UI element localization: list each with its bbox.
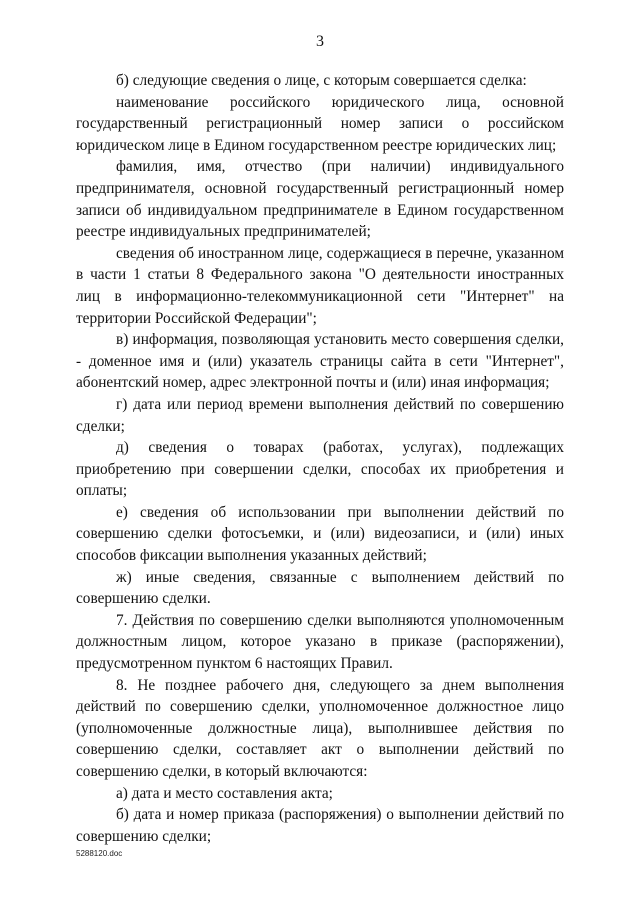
paragraph-a-date-place: а) дата и место составления акта; (116, 784, 333, 802)
paragraph-b-order-number: б) дата и номер приказа (распоряжения) о выполнении действий по совершению сделки; (76, 806, 564, 845)
paragraph-7-authorized-official: 7. Действия по совершению сделки выполняются уполномоченным должностным лицом, которое указано в приказе (распоряжении), предусмотренном пунктом 6 настоящих Правил. (76, 611, 564, 673)
paragraph-e-recording-info: е) сведения об использовании при выполнении действий по совершению сделки фотосъемки, и (или) видеозаписи, и (или) иных способов фиксации выполнения указанных действий; (76, 503, 564, 565)
paragraph-foreign-entity: сведения об иностранном лице, содержащиеся в перечне, указанном в части 1 статьи 8 Федерального закона "О деятельности иностранных лиц в информационно-телекоммуникационной сети "Интернет" на территории Российской Федерации"; (76, 244, 564, 327)
paragraph-zh-other-info: ж) иные сведения, связанные с выполнением действий по совершению сделки. (76, 568, 564, 608)
paragraph-entrepreneur: фамилия, имя, отчество (при наличии) индивидуального предпринимателя, основной государственный регистрационный номер записи об индивидуальном предпринимателе в Едином государственном реестре индивидуальных предпринимателей; (76, 158, 564, 241)
document-body (76, 70, 564, 847)
paragraph-b-party-info: б) следующие сведения о лице, с которым совершается сделка: (116, 72, 527, 89)
paragraph-v-location-info: в) информация, позволяющая установить место совершения сделки, - доменное имя и (или) указатель страницы сайта в сети "Интернет", абонентский номер, адрес электронной почты и (или) иная информация; (76, 331, 564, 392)
paragraph-g-date-period: г) дата или период времени выполнения действий по совершению сделки; (76, 395, 564, 435)
paragraph-8-act-drafting: 8. Не позднее рабочего дня, следующего за днем выполнения действий по совершению сделки, уполномоченное должностное лицо (уполномоченные должностные лица), выполнившее действия по совершению сделки, составляет акт о выполнении действий по совершению сделки, в который включаются: (76, 676, 564, 780)
paragraph-legal-entity: наименование российского юридического лица, основной государственный регистрационный номер записи о российском юридическом лице в Едином государственном реестре юридических лиц; (76, 93, 564, 154)
page-number: 3 (316, 33, 324, 50)
document-footer-filename: 5288120.doc (76, 849, 123, 858)
paragraph-d-goods-info: д) сведения о товарах (работах, услугах), подлежащих приобретению при совершении сделки, способах их приобретения и оплаты; (76, 439, 564, 500)
